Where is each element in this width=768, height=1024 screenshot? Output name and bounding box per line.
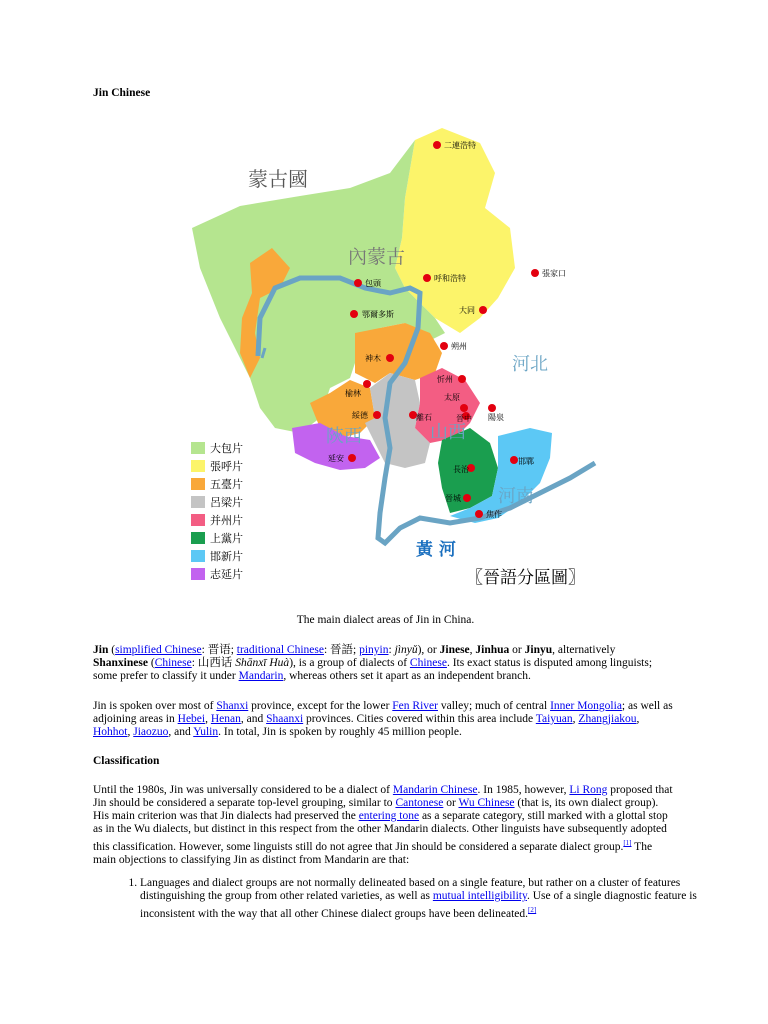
text: or (443, 797, 459, 809)
term-shanxinese: Shanxinese (93, 657, 148, 669)
ref-link-1[interactable]: [1] (623, 839, 632, 847)
city-label: 張家口 (542, 269, 566, 278)
city-label: 忻州 (437, 375, 453, 384)
intro-paragraph (93, 644, 673, 683)
pinyin-jinyu: jìnyǔ (394, 644, 418, 656)
text: . In total, Jin is spoken by roughly 45 million people. (218, 726, 462, 738)
link-li-rong[interactable]: Li Rong (569, 784, 608, 796)
label-map-title: 〖晉語分區圖〗 (466, 568, 585, 588)
text: provinces. Cities covered within this area include (303, 713, 536, 725)
classification-paragraph (93, 784, 673, 867)
city-label: 朔州 (451, 342, 467, 351)
text: ; as well as adjoining areas in (93, 700, 673, 725)
link-fen-river[interactable]: Fen River (392, 700, 438, 712)
legend-label: 五臺片 (210, 478, 243, 491)
ref-2 (528, 904, 536, 915)
legend-label: 上黨片 (210, 532, 243, 545)
city-label: 太原 (444, 393, 460, 402)
text: province, except for the lower (248, 700, 393, 712)
map-caption: The main dialect areas of Jin in China. (296, 614, 475, 626)
city-label: 晉城 (445, 494, 461, 503)
text: : 晉語; (323, 644, 360, 656)
city-label: 綏德 (352, 411, 368, 420)
label-shaanxi: 陝西 (326, 426, 362, 447)
text: : (388, 644, 395, 656)
city-label: 鄂爾多斯 (362, 310, 394, 319)
text: The main objections to classifying Jin as distinct from Mandarin are that: (93, 840, 653, 866)
city-dot (386, 354, 394, 362)
text: valley; much of central (437, 700, 551, 712)
text: (that is, its own dialect group). His main criterion was that Jin dialects had preserved the (93, 797, 659, 822)
objections-list (93, 877, 700, 921)
city-dot (460, 404, 468, 412)
text: ( (108, 644, 116, 656)
term-jinese: Jinese (439, 644, 470, 656)
term-jinyu: Jinyu (524, 644, 553, 656)
page-title: Jin Chinese (93, 87, 151, 99)
term-jinhua: Jinhua (475, 644, 510, 656)
legend-label: 張呼片 (210, 460, 243, 473)
legend-swatch (191, 496, 205, 508)
legend-label: 呂梁片 (210, 496, 243, 509)
text: ), is a group of dialects of (289, 657, 410, 669)
text: , and (168, 726, 194, 738)
heading-classification: Classification (93, 755, 160, 767)
label-shanxi: 山西 (430, 422, 466, 443)
city-label: 神木 (365, 354, 381, 363)
text: , (205, 713, 211, 725)
text: ( (147, 657, 155, 669)
legend-swatch (191, 514, 205, 526)
text: , (127, 726, 134, 738)
legend-swatch (191, 478, 205, 490)
link-chinese-2[interactable]: Chinese (409, 657, 447, 669)
city-label: 離石 (416, 413, 432, 422)
distribution-paragraph (93, 700, 673, 739)
text: ), or (417, 644, 440, 656)
map-legend (191, 441, 243, 581)
city-label: 大同 (459, 306, 475, 315)
legend-label: 并州片 (210, 514, 243, 527)
city-dot (423, 274, 431, 282)
link-cantonese[interactable]: Cantonese (395, 797, 444, 809)
text: , (469, 644, 476, 656)
text: Jin is spoken over most of (93, 700, 217, 712)
pinyin-shanxihua: Shānxī Huà (235, 657, 290, 669)
link-inner-mongolia[interactable]: Inner Mongolia (550, 700, 622, 712)
legend-swatch (191, 550, 205, 562)
city-label: 榆林 (345, 389, 361, 398)
link-shanxi[interactable]: Shanxi (216, 700, 249, 712)
city-label: 邯鄲 (518, 457, 534, 466)
legend-swatch (191, 442, 205, 454)
city-dot (348, 454, 356, 462)
ref-link-2[interactable]: [2] (528, 906, 537, 914)
link-hohhot[interactable]: Hohhot (93, 726, 128, 738)
legend-label: 邯新片 (210, 550, 243, 563)
text: . Its exact status is disputed among linguists; some prefer to classify it under (93, 657, 653, 682)
city-label: 陽泉 (488, 413, 504, 422)
text: : 晋语; (201, 644, 237, 656)
link-mandarin-chinese[interactable]: Mandarin Chinese (392, 784, 478, 796)
label-inner-mongolia: 內蒙古 (348, 246, 406, 268)
city-dot (510, 456, 518, 464)
city-dot (373, 411, 381, 419)
text: as a separate category, still marked with a glottal stop as in the Wu dialects, but distinct in this respect from the other Mandarin dialects. Other linguists have subsequently adopted this classification. However, some linguists still do not agree that Jin should be considered a separate dialect group. (93, 810, 668, 853)
city-dot (479, 306, 487, 314)
city-dot (433, 141, 441, 149)
city-dot (354, 279, 362, 287)
label-yellow-river: 黃 河 (416, 540, 456, 560)
text: , (572, 713, 579, 725)
city-dot (531, 269, 539, 277)
city-dot (458, 375, 466, 383)
link-chinese[interactable]: Chinese (154, 657, 192, 669)
city-label: 呼和浩特 (434, 274, 466, 283)
link-yulin[interactable]: Yulin (193, 726, 219, 738)
label-mongolia: 蒙古國 (248, 167, 308, 191)
link-shaanxi[interactable]: Shaanxi (266, 713, 304, 725)
label-henan: 河南 (498, 486, 534, 507)
city-dot (440, 342, 448, 350)
city-label: 焦作 (486, 510, 502, 519)
text: Languages and dialect groups are not normally delineated based on a single feature, but rather on a cluster of features distinguishing the group from other related varieties, as well as (140, 877, 681, 902)
link-mutual-intelligibility[interactable]: mutual intelligibility (432, 890, 527, 902)
text: , and (240, 713, 267, 725)
text: . In 1985, however, (477, 784, 570, 796)
jin-dialect-map (180, 118, 600, 598)
city-label: 長治 (453, 465, 469, 474)
city-label: 晉中 (456, 414, 472, 423)
city-dot (350, 310, 358, 318)
text: . Use of a single diagnostic feature is inconsistent with the way that all other Chinese dialect groups have been delineated. (140, 890, 697, 920)
term-jin: Jin (93, 644, 109, 656)
ref-1 (623, 837, 631, 848)
city-dot (463, 494, 471, 502)
city-label: 二連浩特 (444, 141, 476, 150)
city-dot (363, 380, 371, 388)
city-dot (475, 510, 483, 518)
text: : 山西话 (191, 657, 236, 669)
link-pinyin[interactable]: pinyin (359, 644, 389, 656)
link-entering-tone[interactable]: entering tone (358, 810, 420, 822)
legend-swatch (191, 568, 205, 580)
legend-swatch (191, 532, 205, 544)
text: , whereas others set it apart as an independent branch. (283, 670, 531, 682)
link-simplified-chinese[interactable]: simplified Chinese (115, 644, 202, 656)
link-taiyuan[interactable]: Taiyuan (535, 713, 573, 725)
city-label: 延安 (328, 454, 344, 463)
link-wu-chinese[interactable]: Wu Chinese (458, 797, 515, 809)
text: proposed that Jin should be considered a separate top-level grouping, similar to (93, 784, 673, 809)
link-zhangjiakou[interactable]: Zhangjiakou (578, 713, 637, 725)
link-mandarin[interactable]: Mandarin (238, 670, 284, 682)
link-hebei[interactable]: Hebei (177, 713, 206, 725)
text: , (636, 713, 640, 725)
text: , alternatively (552, 644, 616, 656)
city-dot (488, 404, 496, 412)
city-label: 包頭 (365, 279, 381, 288)
link-jiaozuo[interactable]: Jiaozuo (133, 726, 169, 738)
label-hebei: 河北 (512, 354, 548, 375)
text: or (509, 644, 525, 656)
legend-swatch (191, 460, 205, 472)
legend-label: 大包片 (210, 442, 243, 455)
link-henan[interactable]: Henan (210, 713, 241, 725)
legend-label: 志延片 (210, 568, 243, 581)
link-traditional-chinese[interactable]: traditional Chinese (236, 644, 324, 656)
text: Until the 1980s, Jin was universally considered to be a dialect of (93, 784, 393, 796)
list-item (140, 877, 700, 921)
